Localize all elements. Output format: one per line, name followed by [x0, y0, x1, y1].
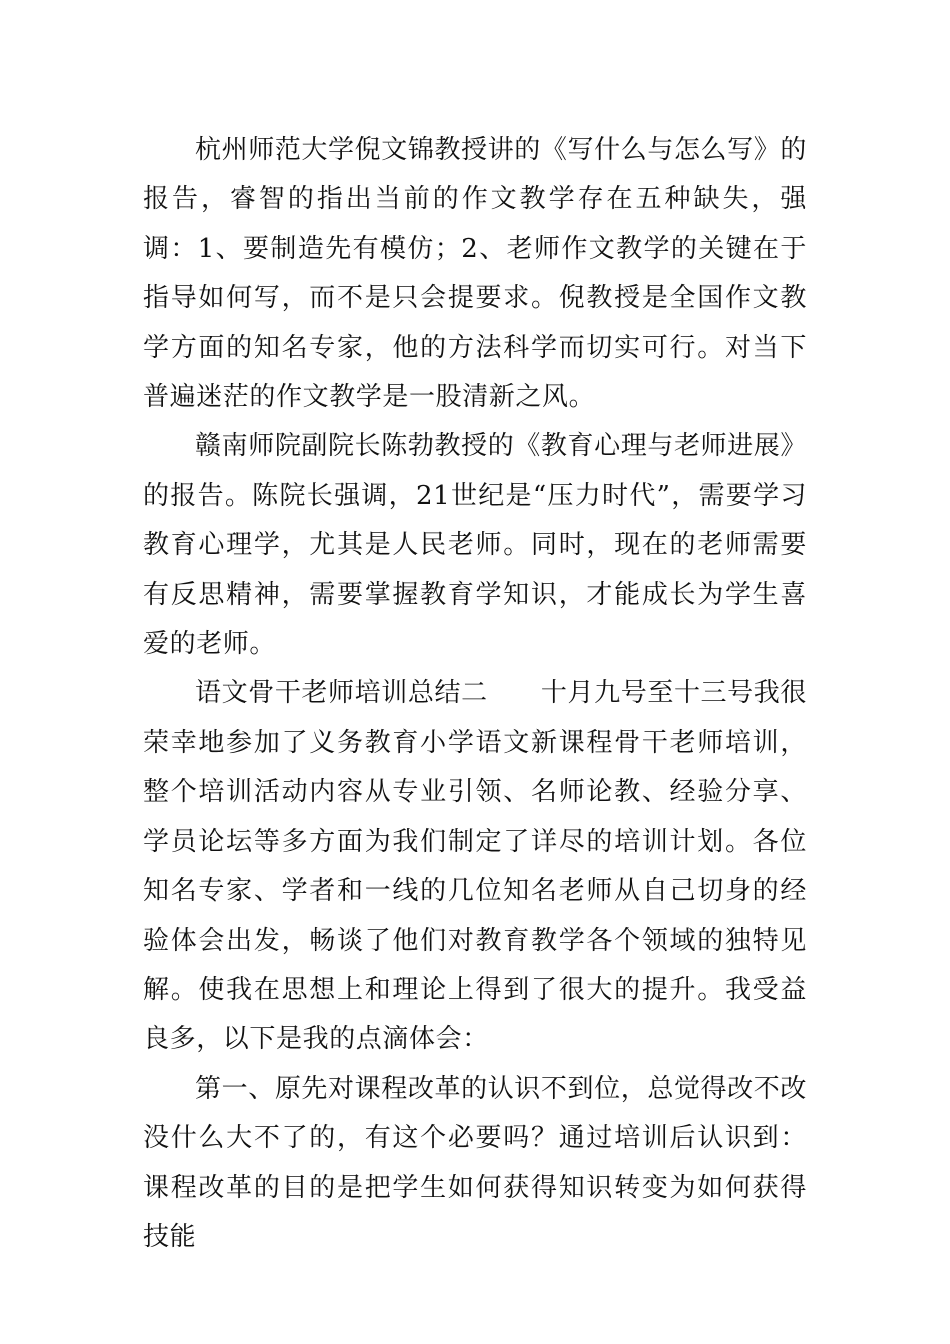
document-body — [143, 126, 807, 1262]
paragraph-training-summary-two: 语文骨干老师培训总结二 十月九号至十三号我很荣幸地参加了义务教育小学语文新课程骨干老师培训，整个培训活动内容从专业引领、名师论教、经验分享、学员论坛等多方面为我们制定了详尽的培训计划。各位知名专家、学者和一线的几位知名老师从自己切身的经验体会出发，畅谈了他们对教育教学各个领域的独特见解。使我在思想上和理论上得到了很大的提升。我受益良多，以下是我的点滴体会： — [143, 678, 807, 1055]
paragraph-curriculum-reform: 第一、原先对课程改革的认识不到位，总觉得改不改没什么大不了的，有这个必要吗？通过培训后认识到：课程改革的目的是把学生如何获得知识转变为如何获得技能 — [143, 1073, 807, 1252]
paragraph-chen-bo-report: 赣南师院副院长陈勃教授的《教育心理与老师进展》的报告。陈院长强调，21世纪是“压力时代”，需要学习教育心理学，尤其是人民老师。同时，现在的老师需要有反思精神，需要掌握教育学知识，才能成长为学生喜爱的老师。 — [143, 431, 807, 660]
paragraph-ni-wenjin-report: 杭州师范大学倪文锦教授讲的《写什么与怎么写》的报告，睿智的指出当前的作文教学存在五种缺失，强调：1、要制造先有模仿；2、老师作文教学的关键在于指导如何写，而不是只会提要求。倪教授是全国作文教学方面的知名专家，他的方法科学而切实可行。对当下普遍迷茫的作文教学是一股清新之风。 — [143, 135, 807, 413]
